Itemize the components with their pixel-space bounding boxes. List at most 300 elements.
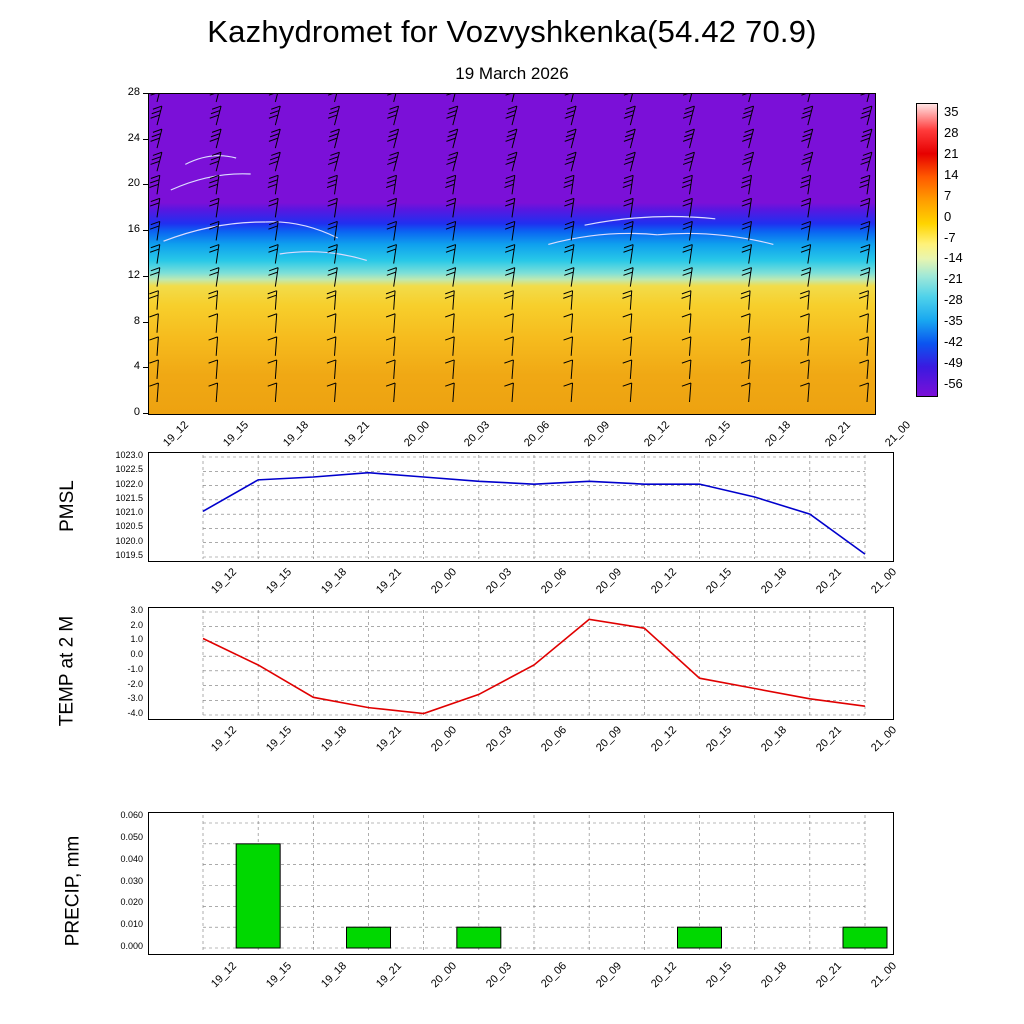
y-axis-tick: -4.0 bbox=[127, 708, 143, 718]
colorbar-tick: -56 bbox=[944, 375, 963, 391]
wind-barb bbox=[328, 198, 338, 217]
wind-barb bbox=[149, 291, 158, 310]
wind-barb bbox=[327, 291, 336, 310]
wind-barb bbox=[623, 221, 633, 240]
wind-barb bbox=[564, 245, 574, 264]
wind-barb bbox=[268, 337, 277, 356]
wind-barb bbox=[623, 268, 633, 287]
wind-barb bbox=[624, 94, 635, 102]
wind-barb bbox=[268, 383, 277, 402]
x-axis-tick: 21_00 bbox=[868, 724, 900, 755]
wind-barb bbox=[682, 383, 691, 402]
cloud-contour bbox=[164, 222, 266, 241]
x-axis-tick: 20_00 bbox=[428, 724, 460, 755]
x-axis-tick: 20_00 bbox=[428, 566, 460, 597]
precip-plot bbox=[148, 812, 894, 955]
wind-barb bbox=[564, 337, 573, 356]
wind-barb bbox=[624, 152, 635, 171]
x-axis-tick: 20_21 bbox=[813, 960, 845, 991]
wind-barb bbox=[859, 175, 869, 194]
wind-barb bbox=[328, 106, 339, 125]
wind-barb bbox=[209, 314, 218, 333]
wind-barb bbox=[624, 106, 635, 125]
x-axis-tick: 20_15 bbox=[702, 419, 733, 450]
x-axis-tick: 20_03 bbox=[483, 566, 515, 597]
cloud-contour bbox=[280, 252, 367, 261]
wind-barb bbox=[683, 268, 693, 287]
y-axis-tick: -1.0 bbox=[127, 663, 143, 674]
wind-barb bbox=[209, 198, 219, 217]
wind-barb bbox=[386, 175, 396, 194]
wind-barb bbox=[860, 198, 870, 217]
wind-barb bbox=[328, 245, 338, 264]
wind-barb bbox=[682, 291, 691, 310]
y-axis-tick: 3.0 bbox=[130, 605, 143, 615]
y-axis-tick: 1022.0 bbox=[115, 478, 143, 489]
colorbar-tick: 28 bbox=[944, 125, 959, 141]
x-axis-tick: 20_06 bbox=[538, 566, 570, 597]
x-axis-tick: 20_18 bbox=[758, 724, 790, 755]
wind-barb bbox=[328, 268, 338, 287]
colorbar-tick: 7 bbox=[944, 187, 952, 203]
x-axis-tick: 19_21 bbox=[373, 960, 405, 991]
wind-barb bbox=[801, 106, 812, 125]
wind-barb bbox=[564, 360, 573, 379]
x-axis-tick: 20_15 bbox=[703, 724, 735, 755]
y-axis-tick: 1022.5 bbox=[115, 464, 143, 475]
x-axis-tick: 20_21 bbox=[813, 724, 845, 755]
wind-barb bbox=[209, 360, 218, 379]
x-axis-tick: 20_09 bbox=[593, 566, 625, 597]
y-axis-tick: 0.050 bbox=[120, 831, 143, 842]
wind-barb bbox=[504, 314, 513, 333]
x-axis-tick: 19_15 bbox=[263, 566, 295, 597]
wind-barb bbox=[445, 337, 454, 356]
wind-barb bbox=[150, 198, 160, 217]
x-axis-tick: 20_03 bbox=[483, 724, 515, 755]
wind-barb bbox=[387, 152, 398, 171]
precip-bar bbox=[678, 927, 722, 948]
x-axis-tick: 20_00 bbox=[428, 960, 460, 991]
wind-barb bbox=[504, 291, 513, 310]
page-title: Kazhydromet for Vozvyshkenka(54.42 70.9) bbox=[207, 14, 817, 49]
precip-bar bbox=[236, 844, 280, 948]
colorbar-tick: -28 bbox=[944, 292, 963, 308]
wind-barb bbox=[268, 221, 278, 240]
wind-barb bbox=[387, 198, 397, 217]
wind-barb bbox=[860, 221, 870, 240]
wind-barb bbox=[328, 94, 339, 102]
pmsl-axis-label: PMSL bbox=[56, 480, 78, 532]
y-axis-tick: 16 bbox=[127, 223, 140, 236]
colorbar bbox=[916, 103, 938, 397]
wind-barb bbox=[151, 152, 162, 171]
wind-barb bbox=[327, 360, 336, 379]
wind-barb bbox=[445, 291, 454, 310]
y-axis-tick: 2.0 bbox=[130, 619, 143, 630]
wind-barb bbox=[506, 129, 517, 148]
wind-barb bbox=[446, 94, 457, 102]
wind-barb bbox=[209, 337, 218, 356]
wind-barb bbox=[623, 175, 633, 194]
wind-barb bbox=[623, 337, 632, 356]
wind-barb bbox=[800, 383, 809, 402]
x-axis-tick: 19_18 bbox=[318, 566, 350, 597]
wind-barb bbox=[504, 175, 514, 194]
wind-barb bbox=[446, 198, 456, 217]
wind-barb bbox=[742, 245, 752, 264]
wind-barb bbox=[506, 152, 517, 171]
wind-barb bbox=[565, 106, 576, 125]
y-axis-tick: 24 bbox=[127, 131, 140, 144]
wind-barb bbox=[682, 337, 691, 356]
wind-barb bbox=[445, 360, 454, 379]
wind-barb bbox=[150, 245, 160, 264]
y-axis-tick: 1019.5 bbox=[115, 550, 143, 560]
x-axis-tick: 20_06 bbox=[521, 419, 553, 450]
x-axis-tick: 21_00 bbox=[868, 566, 900, 597]
wind-barb bbox=[564, 314, 573, 333]
temp-plot bbox=[148, 607, 894, 720]
wind-barb bbox=[446, 221, 456, 240]
wind-barb bbox=[386, 360, 395, 379]
wind-barb bbox=[386, 291, 395, 310]
y-axis-tickmark bbox=[143, 413, 148, 414]
wind-barb bbox=[564, 221, 574, 240]
wind-barb bbox=[563, 291, 572, 310]
wind-barb bbox=[741, 360, 750, 379]
x-axis-tick: 19_21 bbox=[373, 724, 405, 755]
wind-barb bbox=[445, 175, 455, 194]
y-axis-tickmark bbox=[143, 230, 148, 231]
wind-barb bbox=[623, 383, 632, 402]
wind-barb bbox=[151, 106, 162, 125]
x-axis-tick: 20_06 bbox=[538, 724, 570, 755]
page-subtitle: 19 March 2026 bbox=[455, 64, 569, 83]
wind-barb bbox=[861, 94, 872, 102]
wind-barb bbox=[149, 360, 158, 379]
y-axis-tick: 0.020 bbox=[120, 897, 143, 908]
colorbar-tick: -42 bbox=[944, 333, 963, 349]
wind-barb bbox=[565, 152, 576, 171]
wind-barb bbox=[861, 152, 872, 171]
x-axis-tick: 21_00 bbox=[868, 960, 900, 991]
colorbar-tick: 0 bbox=[944, 208, 952, 224]
wind-barb bbox=[741, 314, 750, 333]
wind-barb bbox=[505, 245, 515, 264]
wind-barb bbox=[269, 94, 280, 102]
y-axis-tick: 0.000 bbox=[120, 941, 143, 951]
x-axis-tick: 19_12 bbox=[208, 724, 240, 755]
wind-barb bbox=[446, 268, 456, 287]
wind-barb bbox=[151, 129, 162, 148]
wind-barb bbox=[386, 337, 395, 356]
wind-barb bbox=[504, 383, 513, 402]
wind-barb bbox=[386, 314, 395, 333]
wind-barb bbox=[210, 94, 221, 102]
colorbar-tick: 14 bbox=[944, 167, 959, 182]
wind-barb bbox=[623, 360, 632, 379]
wind-barb bbox=[564, 268, 574, 287]
wind-barb bbox=[268, 314, 277, 333]
wind-barb bbox=[861, 129, 872, 148]
wind-barb bbox=[268, 268, 278, 287]
wind-barb bbox=[741, 291, 750, 310]
wind-barb bbox=[801, 129, 812, 148]
x-axis-tick: 19_15 bbox=[263, 724, 295, 755]
wind-barb bbox=[327, 314, 336, 333]
wind-barb bbox=[683, 129, 694, 148]
wind-barb bbox=[565, 129, 576, 148]
wind-barb bbox=[387, 106, 398, 125]
wind-barb bbox=[505, 198, 515, 217]
wind-barb bbox=[859, 337, 868, 356]
precip-axis-label: PRECIP, mm bbox=[62, 835, 84, 947]
x-axis-tick: 19_12 bbox=[160, 419, 192, 450]
wind-barb bbox=[861, 106, 872, 125]
wind-barb bbox=[210, 106, 221, 125]
wind-barb bbox=[682, 360, 691, 379]
x-axis-tick: 20_06 bbox=[538, 960, 570, 991]
wind-barb bbox=[741, 175, 751, 194]
precip-bar bbox=[457, 927, 501, 948]
wind-barb bbox=[209, 221, 219, 240]
y-axis-tick: 28 bbox=[127, 86, 140, 98]
wind-barb bbox=[859, 291, 868, 310]
wind-barb bbox=[683, 245, 693, 264]
x-axis-tick: 20_21 bbox=[822, 419, 853, 450]
colorbar-tick: -14 bbox=[944, 250, 963, 266]
x-axis-tick: 20_03 bbox=[461, 419, 492, 450]
wind-barb bbox=[269, 129, 280, 148]
wind-barb bbox=[859, 314, 868, 333]
temp-axis-label: TEMP at 2 M bbox=[56, 615, 78, 727]
wind-barb bbox=[387, 221, 397, 240]
wind-barb-overlay bbox=[149, 94, 875, 414]
wind-barb bbox=[682, 314, 691, 333]
wind-barb bbox=[149, 383, 158, 402]
wind-barb bbox=[327, 383, 336, 402]
y-axis-tick: 0.060 bbox=[120, 810, 143, 820]
cloud-contour bbox=[657, 233, 773, 244]
wind-barb bbox=[800, 291, 809, 310]
y-axis-tick: -3.0 bbox=[127, 693, 143, 704]
y-axis-tickmark bbox=[143, 367, 148, 368]
wind-barb bbox=[742, 129, 753, 148]
y-axis-tickmark bbox=[143, 139, 148, 140]
wind-barb bbox=[387, 129, 398, 148]
x-axis-tick: 19_18 bbox=[318, 960, 350, 991]
wind-barb bbox=[801, 268, 811, 287]
wind-barb bbox=[741, 383, 750, 402]
wind-barb bbox=[210, 152, 221, 171]
x-axis-tick: 20_03 bbox=[483, 960, 515, 991]
y-axis-tick: 1020.5 bbox=[115, 521, 143, 532]
wind-barb bbox=[623, 314, 632, 333]
y-axis-tick: 0.040 bbox=[120, 853, 143, 864]
y-axis-tick: 1020.0 bbox=[115, 535, 143, 546]
cloud-contour bbox=[185, 156, 236, 165]
x-axis-tick: 19_15 bbox=[221, 419, 252, 450]
wind-barb bbox=[208, 291, 217, 310]
wind-barb bbox=[328, 129, 339, 148]
x-axis-tick: 19_21 bbox=[373, 566, 405, 597]
wind-barb bbox=[801, 221, 811, 240]
colorbar-tick: 35 bbox=[944, 104, 959, 120]
wind-barb bbox=[801, 94, 812, 102]
y-axis-tick: 1021.0 bbox=[115, 507, 143, 518]
cloud-contour bbox=[171, 174, 251, 190]
wind-barb bbox=[742, 94, 753, 102]
x-axis-tick: 21_00 bbox=[882, 419, 914, 450]
wind-barb bbox=[446, 152, 457, 171]
y-axis-tick: 0 bbox=[133, 406, 140, 418]
wind-barb bbox=[860, 245, 870, 264]
wind-barb bbox=[742, 152, 753, 171]
wind-barb bbox=[683, 94, 694, 102]
x-axis-tick: 20_12 bbox=[648, 960, 680, 991]
y-axis-tick: -2.0 bbox=[127, 678, 143, 689]
y-axis-tick: 20 bbox=[127, 177, 140, 190]
x-axis-tick: 19_21 bbox=[341, 419, 372, 450]
wind-barb bbox=[446, 106, 457, 125]
wind-barb bbox=[445, 383, 454, 402]
wind-barb bbox=[564, 198, 574, 217]
x-axis-tick: 19_18 bbox=[281, 419, 312, 450]
wind-barb bbox=[565, 94, 576, 102]
wind-barb bbox=[387, 245, 397, 264]
y-axis-tickmark bbox=[143, 184, 148, 185]
cloud-contour bbox=[585, 216, 716, 225]
x-axis-tick: 20_09 bbox=[582, 419, 613, 450]
wind-barb bbox=[268, 245, 278, 264]
wind-barb bbox=[801, 245, 811, 264]
wind-barb bbox=[327, 337, 336, 356]
wind-barb bbox=[446, 129, 457, 148]
x-axis-tick: 20_21 bbox=[813, 566, 845, 597]
y-axis-tick: 8 bbox=[133, 314, 140, 327]
wind-barb bbox=[800, 314, 809, 333]
x-axis-tick: 20_18 bbox=[762, 419, 793, 450]
wind-barb bbox=[149, 175, 159, 194]
wind-barb bbox=[859, 360, 868, 379]
wind-barb bbox=[801, 198, 811, 217]
y-axis-tickmark bbox=[143, 276, 148, 277]
wind-barb bbox=[564, 383, 573, 402]
pmsl-plot bbox=[148, 452, 894, 562]
y-axis-tick: 1023.0 bbox=[115, 450, 143, 460]
colorbar-tick: -35 bbox=[944, 313, 963, 328]
wind-barb bbox=[800, 360, 809, 379]
wind-barb bbox=[149, 337, 158, 356]
wind-barb bbox=[268, 175, 278, 194]
x-axis-tick: 20_15 bbox=[703, 960, 735, 991]
y-axis-tick: 0.0 bbox=[130, 649, 143, 660]
wind-barb bbox=[742, 198, 752, 217]
wind-barb bbox=[269, 106, 280, 125]
wind-barb bbox=[445, 314, 454, 333]
wind-barb bbox=[149, 314, 158, 333]
wind-barb bbox=[209, 268, 219, 287]
y-axis-tick: 0.010 bbox=[120, 919, 143, 930]
x-axis-tick: 20_09 bbox=[593, 960, 625, 991]
wind-barb bbox=[504, 360, 513, 379]
wind-barb bbox=[683, 152, 694, 171]
wind-barb bbox=[387, 268, 397, 287]
cross-section-plot bbox=[148, 93, 876, 415]
wind-barb bbox=[209, 245, 219, 264]
wind-barb bbox=[328, 152, 339, 171]
wind-barb bbox=[683, 221, 693, 240]
wind-barb bbox=[622, 291, 631, 310]
y-axis-tick: 0.030 bbox=[120, 875, 143, 886]
wind-barb bbox=[387, 94, 398, 102]
cloud-contour bbox=[548, 233, 657, 244]
x-axis-tick: 20_12 bbox=[648, 724, 680, 755]
wind-barb bbox=[327, 175, 337, 194]
wind-barb bbox=[623, 245, 633, 264]
wind-barb bbox=[683, 106, 694, 125]
y-axis-tick: 1.0 bbox=[130, 634, 143, 645]
wind-barb bbox=[742, 106, 753, 125]
wind-barb bbox=[446, 245, 456, 264]
y-axis-tickmark bbox=[143, 93, 148, 94]
wind-barb bbox=[209, 383, 218, 402]
wind-barb bbox=[150, 268, 160, 287]
x-axis-tick: 19_12 bbox=[208, 566, 240, 597]
wind-barb bbox=[624, 129, 635, 148]
wind-barb bbox=[210, 129, 221, 148]
colorbar-tick: -21 bbox=[944, 271, 963, 287]
y-axis-tick: 1021.5 bbox=[115, 492, 143, 503]
wind-barb bbox=[150, 221, 160, 240]
x-axis-tick: 19_12 bbox=[208, 960, 240, 991]
wind-barb bbox=[151, 94, 162, 102]
wind-barb bbox=[209, 175, 219, 194]
x-axis-tick: 20_12 bbox=[648, 566, 680, 597]
x-axis-tick: 20_00 bbox=[401, 419, 432, 450]
wind-barb bbox=[800, 337, 809, 356]
wind-barb bbox=[742, 268, 752, 287]
y-axis-tickmark bbox=[143, 322, 148, 323]
y-axis-tick: 4 bbox=[133, 360, 140, 373]
wind-barb bbox=[268, 360, 277, 379]
precip-bar bbox=[843, 927, 887, 948]
wind-barb bbox=[268, 198, 278, 217]
wind-barb bbox=[623, 198, 633, 217]
wind-barb bbox=[505, 268, 515, 287]
wind-barb bbox=[801, 152, 812, 171]
x-axis-tick: 20_18 bbox=[758, 960, 790, 991]
wind-barb bbox=[800, 175, 810, 194]
wind-barb bbox=[682, 175, 692, 194]
precip-bar bbox=[347, 927, 391, 948]
x-axis-tick: 20_18 bbox=[758, 566, 790, 597]
x-axis-tick: 20_09 bbox=[593, 724, 625, 755]
wind-barb bbox=[860, 268, 870, 287]
wind-barb bbox=[269, 152, 280, 171]
wind-barb bbox=[506, 94, 517, 102]
wind-barb bbox=[505, 221, 515, 240]
x-axis-tick: 19_18 bbox=[318, 724, 350, 755]
wind-barb bbox=[564, 175, 574, 194]
wind-barb bbox=[506, 106, 517, 125]
x-axis-tick: 19_15 bbox=[263, 960, 295, 991]
wind-barb bbox=[504, 337, 513, 356]
colorbar-tick: -7 bbox=[944, 229, 956, 245]
wind-barb bbox=[267, 291, 276, 310]
x-axis-tick: 20_12 bbox=[642, 419, 673, 450]
